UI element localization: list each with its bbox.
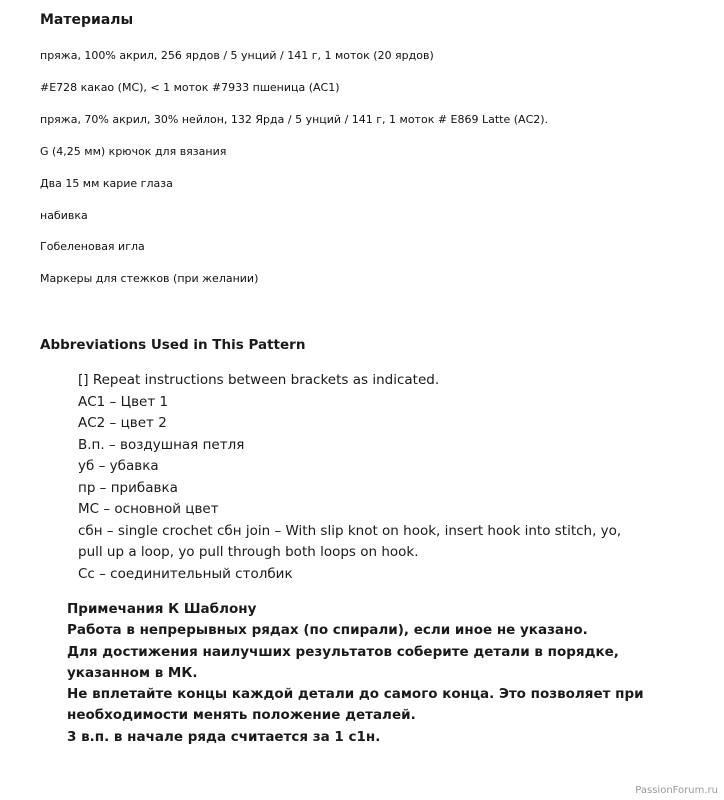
abbreviation-item: Сс – соединительный столбик: [78, 565, 293, 582]
note-line: Работа в непрерывных рядах (по спирали), если иное не указано.: [67, 622, 588, 639]
abbreviations-heading: Abbreviations Used in This Pattern: [40, 337, 306, 353]
abbreviation-item: МС – основной цвет: [78, 501, 219, 517]
abbreviation-item: пр – прибавка: [78, 479, 178, 496]
abbreviation-item: сбн – single crochet сбн join – With slip knot on hook, insert hook into stitch, yo,: [78, 522, 622, 539]
note-line: Для достижения наилучших результатов соберите детали в порядке,: [67, 643, 619, 660]
watermark: PassionForum.ru: [635, 785, 718, 796]
note-line: 3 в.п. в начале ряда считается за 1 с1н.: [67, 728, 381, 745]
note-line: необходимости менять положение деталей.: [67, 707, 416, 724]
abbreviation-item: pull up a loop, yo pull through both loops on hook.: [78, 544, 419, 560]
material-item: G (4,25 мм) крючок для вязания: [40, 145, 227, 158]
abbreviation-item: АС1 – Цвет 1: [78, 393, 169, 410]
abbreviation-item: уб – убавка: [78, 458, 159, 474]
materials-heading: Материалы: [40, 12, 134, 28]
notes-heading: Примечания К Шаблону: [67, 601, 257, 617]
abbreviation-item: АС2 – цвет 2: [78, 415, 167, 431]
abbreviations-list: [78, 370, 678, 585]
material-item: набивка: [40, 209, 88, 222]
material-item: пряжа, 100% акрил, 256 ярдов / 5 унций / 141 г, 1 моток (20 ярдов): [40, 49, 434, 62]
material-item: пряжа, 70% акрил, 30% нейлон, 132 Ярда / 5 унций / 141 г, 1 моток # E869 Latte (АС2).: [40, 113, 549, 126]
material-item: Два 15 мм карие глаза: [40, 177, 173, 190]
material-item: #E728 какао (МС), < 1 моток #7933 пшеница (АС1): [40, 81, 340, 94]
note-line: Не вплетайте концы каждой детали до самого конца. Это позволяет при: [67, 686, 644, 703]
material-item: Гобеленовая игла: [40, 240, 145, 253]
note-line: указанном в МК.: [67, 664, 198, 681]
abbreviation-item: В.п. – воздушная петля: [78, 436, 245, 453]
material-item: Маркеры для стежков (при желании): [40, 272, 259, 285]
pattern-notes: [67, 599, 687, 748]
abbreviation-item: [] Repeat instructions between brackets as indicated.: [78, 372, 440, 388]
